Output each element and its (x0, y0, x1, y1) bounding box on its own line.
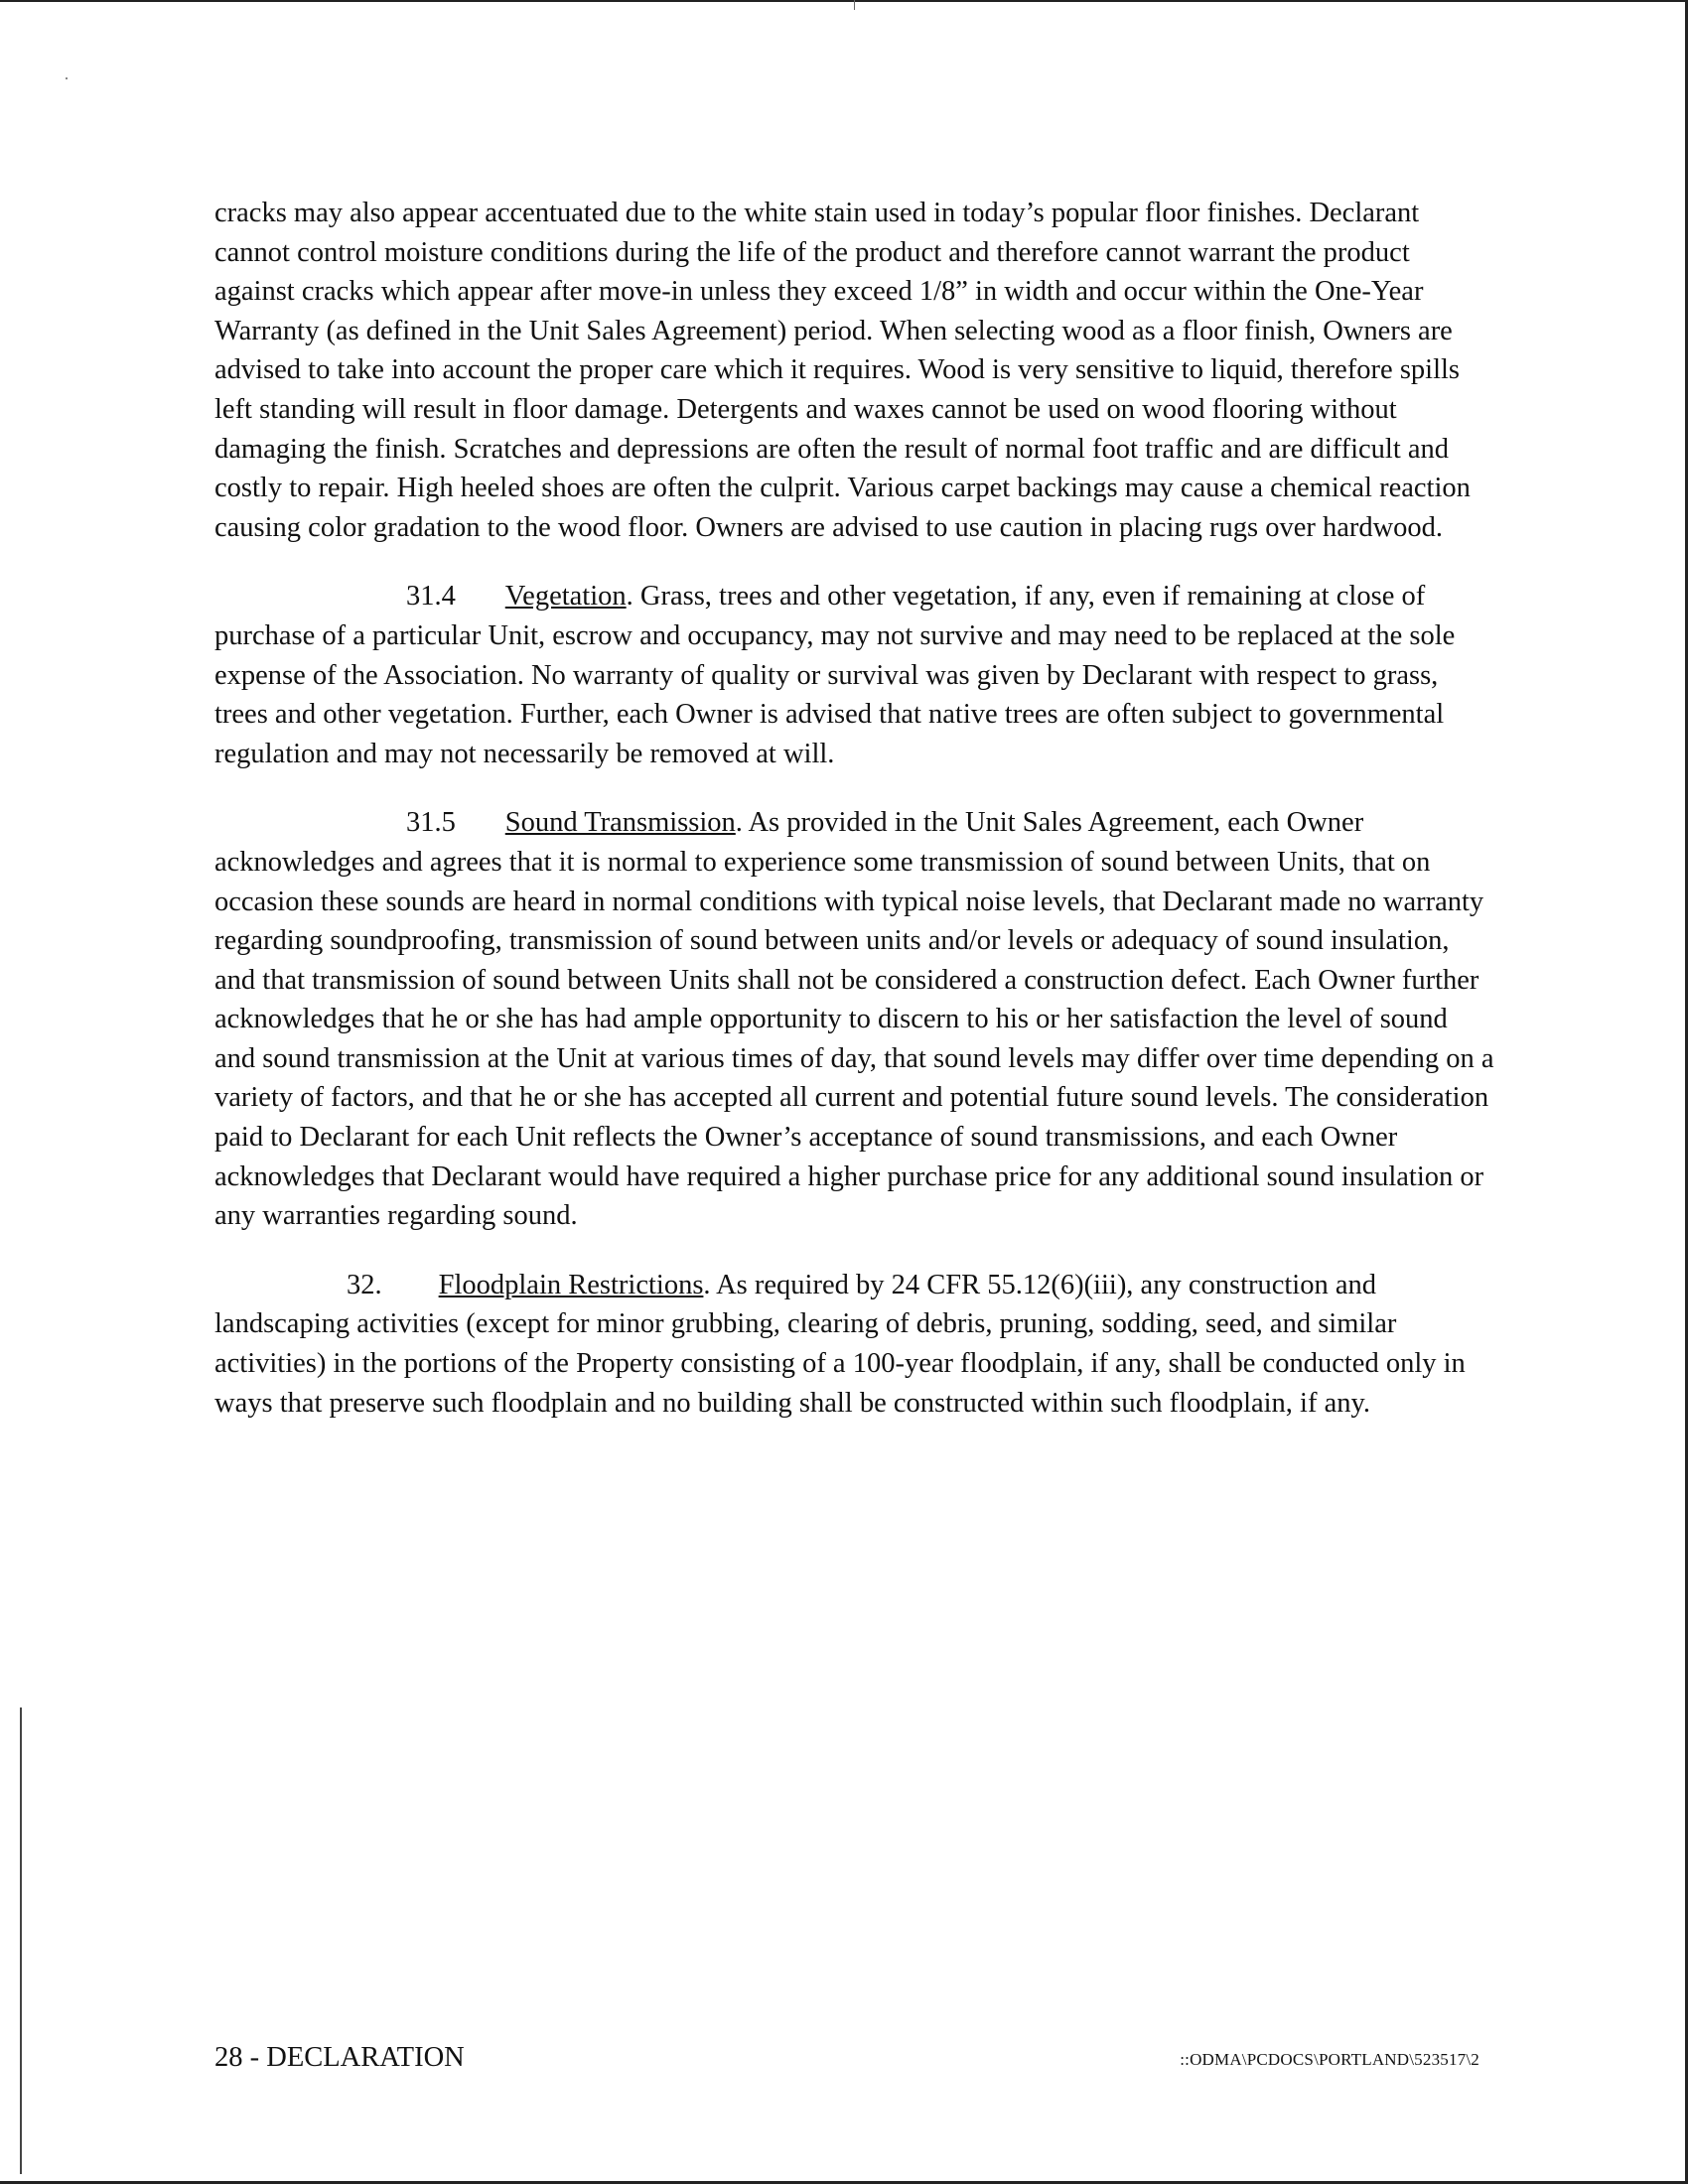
scan-edge-line (20, 1707, 22, 2174)
footer-page-label: 28 - DECLARATION (214, 2042, 465, 2073)
scan-speck (66, 77, 68, 79)
section-31-5 (214, 803, 1495, 1236)
section-number: 31.5 (406, 807, 456, 839)
section-number: 31.4 (406, 581, 456, 613)
section-body: . Grass, trees and other vegetation, if any, even if remaining at close of purchase of a particular Unit, escrow and occupancy, may not survive and may need to be replaced at the sole expense of the Association. No warranty of quality or survival was given by Declarant with respect to grass, trees and other vegetation. Further, each Owner is advised that native trees are often subject to governmental regulation and may not necessarily be removed at will. (214, 581, 1456, 769)
section-32 (214, 1266, 1495, 1423)
scan-top-mark (854, 0, 855, 10)
section-heading-vegetation: Vegetation (504, 581, 627, 613)
intro-paragraph: cracks may also appear accentuated due to the white stain used in today’s popular floor finishes. Declarant cannot control moisture conditions during the life of the product and therefore cannot warrant the product against cracks which appear after move-in unless they exceed 1/8” in width and occur within the One-Year Warranty (as defined in the Unit Sales Agreement) period. When selecting wood as a floor finish, Owners are advised to take into account the proper care which it requires. Wood is very sensitive to liquid, therefore spills left standing will result in floor damage. Detergents and waxes cannot be used on wood flooring without damaging the finish. Scratches and depressions are often the result of normal foot traffic and are difficult and costly to repair. High heeled shoes are often the culprit. Various carpet backings may cause a chemical reaction causing color gradation to the wood floor. Owners are advised to use caution in placing rugs over hardwood. (214, 198, 1471, 543)
document-body (214, 194, 1495, 1452)
section-heading-sound-transmission: Sound Transmission (504, 807, 736, 839)
footer-doc-path: ::ODMA\PCDOCS\PORTLAND\523517\2 (1180, 2050, 1479, 2069)
section-31-4 (214, 577, 1495, 773)
section-heading-floodplain: Floodplain Restrictions (438, 1269, 704, 1300)
section-number: 32. (347, 1269, 382, 1300)
section-body: . As provided in the Unit Sales Agreement, each Owner acknowledges and agrees that it is normal to experience some transmission of sound between Units, that on occasion these sounds are heard in normal conditions with typical noise levels, that Declarant made no warranty regarding soundproofing, transmission of sound between units and/or levels or adequacy of sound insulation, and that transmission of sound between Units shall not be considered a construction defect. Each Owner further acknowledges that he or she has had ample opportunity to discern to his or her satisfaction the level of sound and sound transmission at the Unit at various times of day, that sound levels may differ over time depending on a variety of factors, and that he or she has accepted all current and potential future sound levels. The consideration paid to Declarant for each Unit reflects the Owner’s acceptance of sound transmissions, and each Owner acknowledges that Declarant would have required a higher purchase price for any additional sound insulation or any warranties regarding sound. (214, 807, 1494, 1232)
section-body: . As required by 24 CFR 55.12(6)(iii), any construction and landscaping activities (except for minor grubbing, clearing of debris, pruning, sodding, seed, and similar activities) in the portions of the Property consisting of a 100-year floodplain, if any, shall be conducted only in ways that preserve such floodplain and no building shall be constructed within such floodplain, if any. (214, 1269, 1466, 1419)
